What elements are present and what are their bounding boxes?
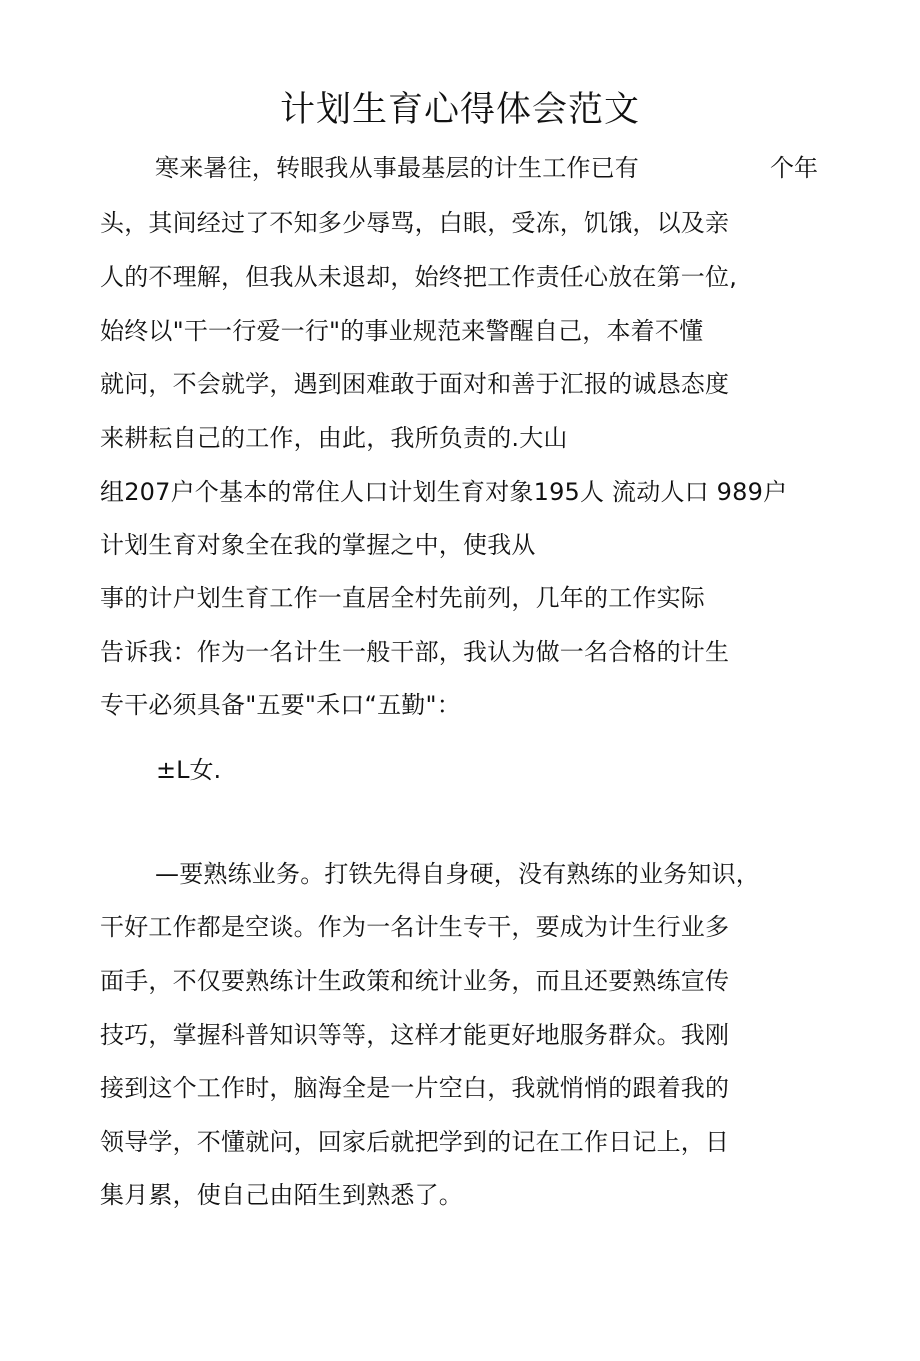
paragraph2-line6: 领导学，不懂就问，回家后就把学到的记在工作日记上，日 [100, 1128, 730, 1156]
paragraph1-line9: 事的计户划生育工作一直居全村先前列，几年的工作实际 [100, 584, 705, 612]
paragraph1-line1-right: 个年 [770, 154, 818, 182]
paragraph1-line11: 专干必须具备"五要"禾口“五勤"： [100, 691, 461, 719]
paragraph1-line4: 始终以"干一行爱一行"的事业规范来警醒自己，本着不懂 [100, 317, 704, 345]
paragraph2-line3: 面手，不仅要熟练计生政策和统计业务，而且还要熟练宣传 [100, 967, 730, 995]
short-line: ±L女. [156, 756, 222, 784]
paragraph2-line1: —要熟练业务。打铁先得自身硬，没有熟练的业务知识， [155, 860, 760, 888]
paragraph1-line7: 组207户个基本的常住人口计划生育对象195人 流动人口 989户 [100, 478, 788, 506]
paragraph2-line5: 接到这个工作时，脑海全是一片空白，我就悄悄的跟着我的 [100, 1074, 730, 1102]
paragraph1-line10: 告诉我：作为一名计生一般干部，我认为做一名合格的计生 [100, 638, 730, 666]
paragraph1-line6: 来耕耘自己的工作，由此，我所负责的.大山 [100, 424, 568, 452]
paragraph1-line2: 头，其间经过了不知多少辱骂，白眼，受冻，饥饿，以及亲 [100, 209, 730, 237]
paragraph1-line5: 就问，不会就学，遇到困难敢于面对和善于汇报的诚恳态度 [100, 370, 730, 398]
paragraph1-line1-left: 寒来暑往，转眼我从事最基层的计生工作已有 [155, 154, 639, 182]
paragraph1-line3: 人的不理解，但我从未退却，始终把工作责任心放在第一位, [100, 263, 738, 291]
paragraph2-line4: 技巧，掌握科普知识等等，这样才能更好地服务群众。我刚 [100, 1021, 730, 1049]
document-title: 计划生育心得体会范文 [279, 90, 640, 130]
paragraph2-line2: 干好工作都是空谈。作为一名计生专干，要成为计生行业多 [100, 913, 730, 941]
paragraph2-line7: 集月累，使自己由陌生到熟悉了。 [100, 1181, 463, 1209]
paragraph1-line8: 计划生育对象全在我的掌握之中，使我从 [100, 531, 536, 559]
